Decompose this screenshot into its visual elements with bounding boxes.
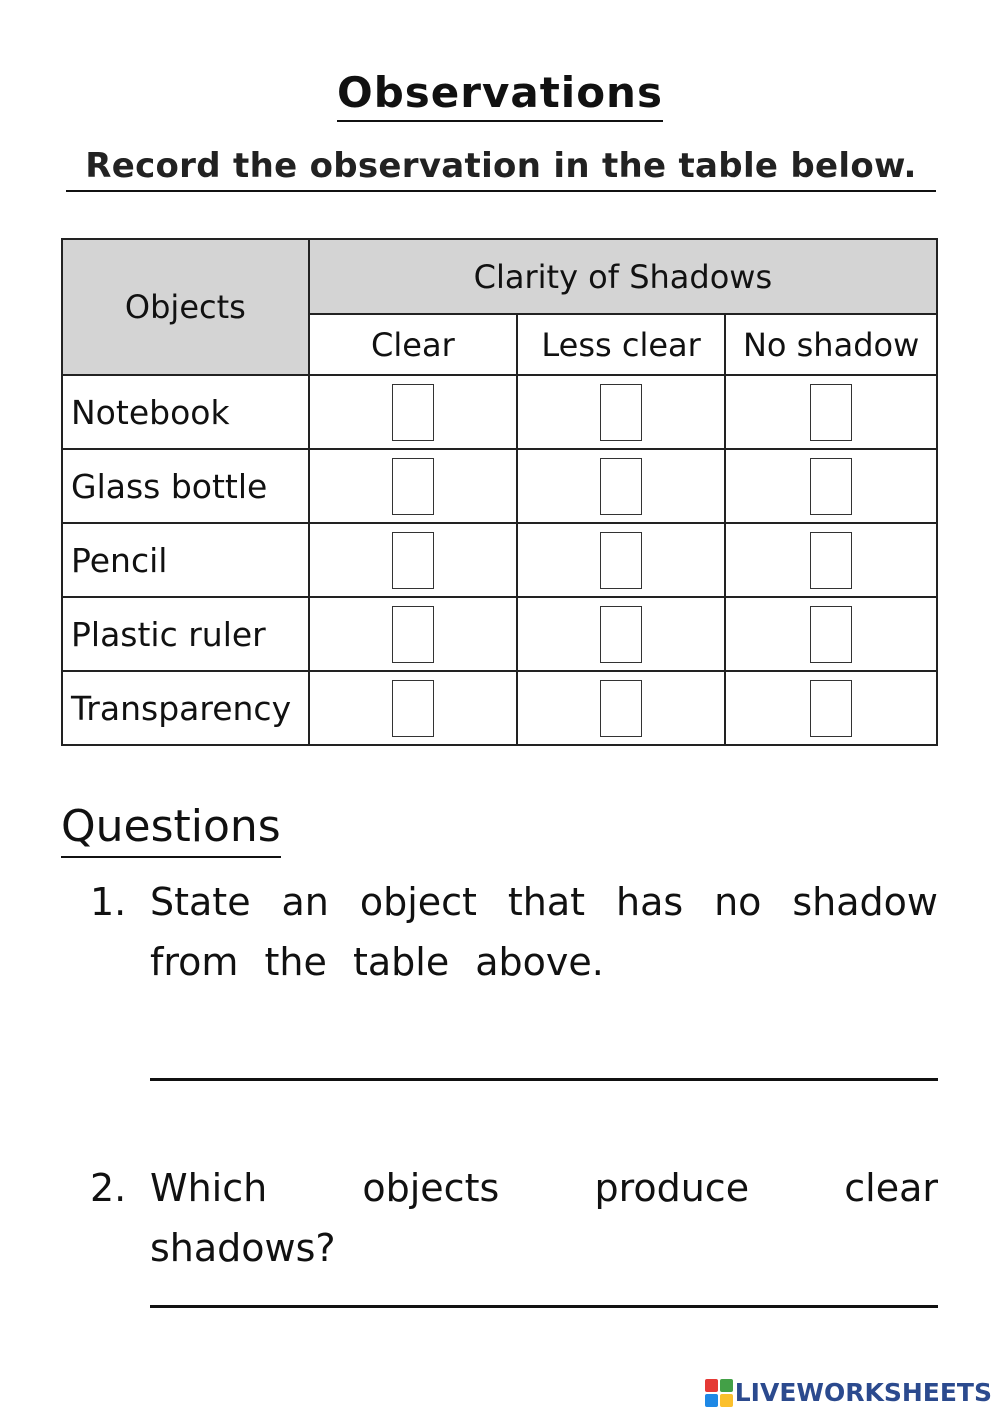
checkbox-notebook-less-clear[interactable]: [600, 384, 642, 441]
cell: [309, 523, 517, 597]
cell: [309, 597, 517, 671]
table-row: [62, 449, 937, 523]
clarity-header: Clarity of Shadows: [309, 239, 937, 314]
cell: [725, 523, 937, 597]
checkbox-transparency-less-clear[interactable]: [600, 680, 642, 737]
row-label-plastic-ruler: Plastic ruler: [62, 597, 309, 671]
cell: [517, 523, 725, 597]
question-text: State an object that has no shadow from the table above.: [150, 880, 938, 984]
question-number: 2.: [90, 1166, 127, 1210]
liveworksheets-icon: [705, 1379, 733, 1407]
checkbox-plastic-ruler-less-clear[interactable]: [600, 606, 642, 663]
cell: [309, 449, 517, 523]
cell: [517, 671, 725, 745]
table-row: [62, 375, 937, 449]
observation-table: [61, 238, 938, 746]
cell: [517, 597, 725, 671]
table-row: [62, 523, 937, 597]
answer-line-2[interactable]: [150, 1305, 938, 1308]
checkbox-glass-bottle-less-clear[interactable]: [600, 458, 642, 515]
checkbox-plastic-ruler-no-shadow[interactable]: [810, 606, 852, 663]
brand-logo: [705, 1378, 992, 1407]
questions-heading: Questions: [61, 798, 281, 858]
objects-header: Objects: [62, 239, 309, 375]
row-label-glass-bottle: Glass bottle: [62, 449, 309, 523]
column-header-clear: Clear: [309, 314, 517, 375]
table-row: [62, 671, 937, 745]
checkbox-transparency-clear[interactable]: [392, 680, 434, 737]
checkbox-glass-bottle-clear[interactable]: [392, 458, 434, 515]
question-1: [90, 872, 938, 992]
checkbox-pencil-less-clear[interactable]: [600, 532, 642, 589]
checkbox-plastic-ruler-clear[interactable]: [392, 606, 434, 663]
checkbox-notebook-no-shadow[interactable]: [810, 384, 852, 441]
cell: [309, 375, 517, 449]
brand-name: LIVEWORKSHEETS: [734, 1378, 992, 1407]
instructions: Record the observation in the table below.: [66, 142, 936, 192]
column-header-less-clear: Less clear: [517, 314, 725, 375]
cell: [517, 449, 725, 523]
page-title-text: Observations: [337, 66, 663, 122]
cell: [725, 375, 937, 449]
column-header-no-shadow: No shadow: [725, 314, 937, 375]
cell: [309, 671, 517, 745]
cell: [725, 449, 937, 523]
table-row: [62, 597, 937, 671]
checkbox-pencil-no-shadow[interactable]: [810, 532, 852, 589]
question-2: [90, 1158, 938, 1278]
question-number: 1.: [90, 880, 127, 924]
checkbox-pencil-clear[interactable]: [392, 532, 434, 589]
row-label-pencil: Pencil: [62, 523, 309, 597]
row-label-transparency: Transparency: [62, 671, 309, 745]
checkbox-notebook-clear[interactable]: [392, 384, 434, 441]
row-label-notebook: Notebook: [62, 375, 309, 449]
page-title: [0, 66, 1000, 122]
cell: [725, 671, 937, 745]
table-header-row: [62, 239, 937, 314]
checkbox-glass-bottle-no-shadow[interactable]: [810, 458, 852, 515]
cell: [517, 375, 725, 449]
cell: [725, 597, 937, 671]
checkbox-transparency-no-shadow[interactable]: [810, 680, 852, 737]
question-text: Which objects produce clear shadows?: [150, 1166, 938, 1270]
answer-line-1[interactable]: [150, 1078, 938, 1081]
